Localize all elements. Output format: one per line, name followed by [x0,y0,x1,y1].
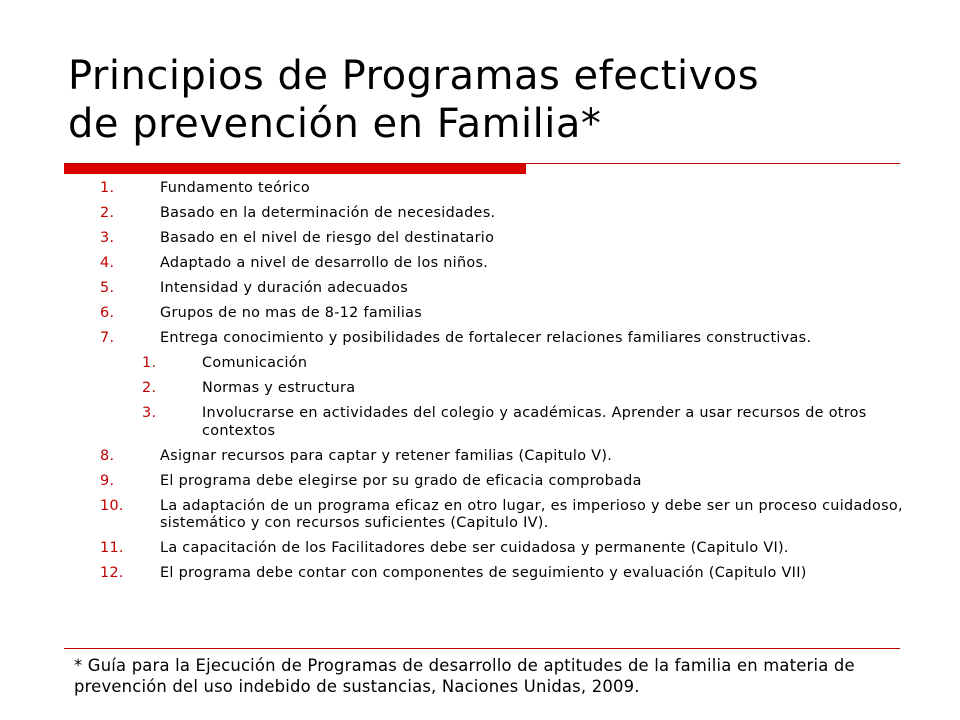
sub-list-item-number: 1. [142,355,157,371]
list-item-number: 9. [100,472,115,489]
list-item-number: 5. [100,280,115,296]
list-item [100,565,910,583]
list-item-text: Basado en la determinación de necesidades. [160,205,496,221]
title-line-1: Principios de Programas efectivos [68,53,760,99]
sub-list-item [100,405,910,440]
sub-list-item-text: Normas y estructura [202,380,356,396]
list-item-text: Basado en el nivel de riesgo del destinatario [160,230,495,246]
list-item [100,180,910,198]
list-item-text: Adaptado a nivel de desarrollo de los niños. [160,255,489,271]
list-item-number: 10. [100,497,124,514]
list-item-number: 12. [100,565,124,581]
list-item-text: Fundamento teórico [160,180,311,196]
sub-list-item-number: 3. [142,405,157,421]
list-item-number: 6. [100,305,115,321]
list-item [100,540,910,558]
list-item [100,280,910,298]
principles-list [100,180,910,590]
list-item-number: 3. [100,230,115,246]
list-item-number: 11. [100,540,124,556]
list-item [100,255,910,273]
list-item [100,205,910,223]
list-item-text: Entrega conocimiento y posibilidades de fortalecer relaciones familiares constructivas. [160,330,812,346]
list-item [100,448,910,466]
list-item-text: La capacitación de los Facilitadores debe ser cuidadosa y permanente (Capitulo VI). [160,540,789,556]
title-line-2: de prevención en Familia* [68,101,602,147]
list-item-text: La adaptación de un programa eficaz en otro lugar, es imperioso y debe ser un proceso cuidadoso, sistemático y con recursos suficientes (Capitulo IV). [160,497,903,531]
list-item-text: Intensidad y duración adecuados [160,280,409,296]
list-item-text: El programa debe contar con componentes de seguimiento y evaluación (Capitulo VII) [160,565,807,581]
list-item [100,230,910,248]
list-item-number: 7. [100,330,115,346]
sub-list-item-text: Involucrarse en actividades del colegio y académicas. Aprender a usar recursos de otros contextos [202,405,867,439]
title-underline-accent [64,164,526,174]
sub-list-item [100,355,910,373]
list-item-number: 1. [100,180,115,196]
slide-title [68,52,928,148]
list-item [100,498,910,533]
footnote-divider [64,648,900,649]
list-item-number: 4. [100,255,115,271]
list-item-text: Asignar recursos para captar y retener familias (Capitulo V). [160,447,613,464]
list-item [100,473,910,491]
list-item-number: 2. [100,205,115,221]
list-item-number: 8. [100,447,115,464]
list-item [100,305,910,323]
list-item-text: Grupos de no mas de 8-12 familias [160,305,423,321]
list-item [100,330,910,348]
sub-list-item-text: Comunicación [202,355,308,371]
footnote: * Guía para la Ejecución de Programas de desarrollo de aptitudes de la familia en materia de prevención del uso indebido de sustancias, Naciones Unidas, 2009. [74,656,855,696]
sub-list-item-number: 2. [142,380,157,396]
sub-list-item [100,380,910,398]
list-item-text: El programa debe elegirse por su grado de eficacia comprobada [160,472,642,489]
